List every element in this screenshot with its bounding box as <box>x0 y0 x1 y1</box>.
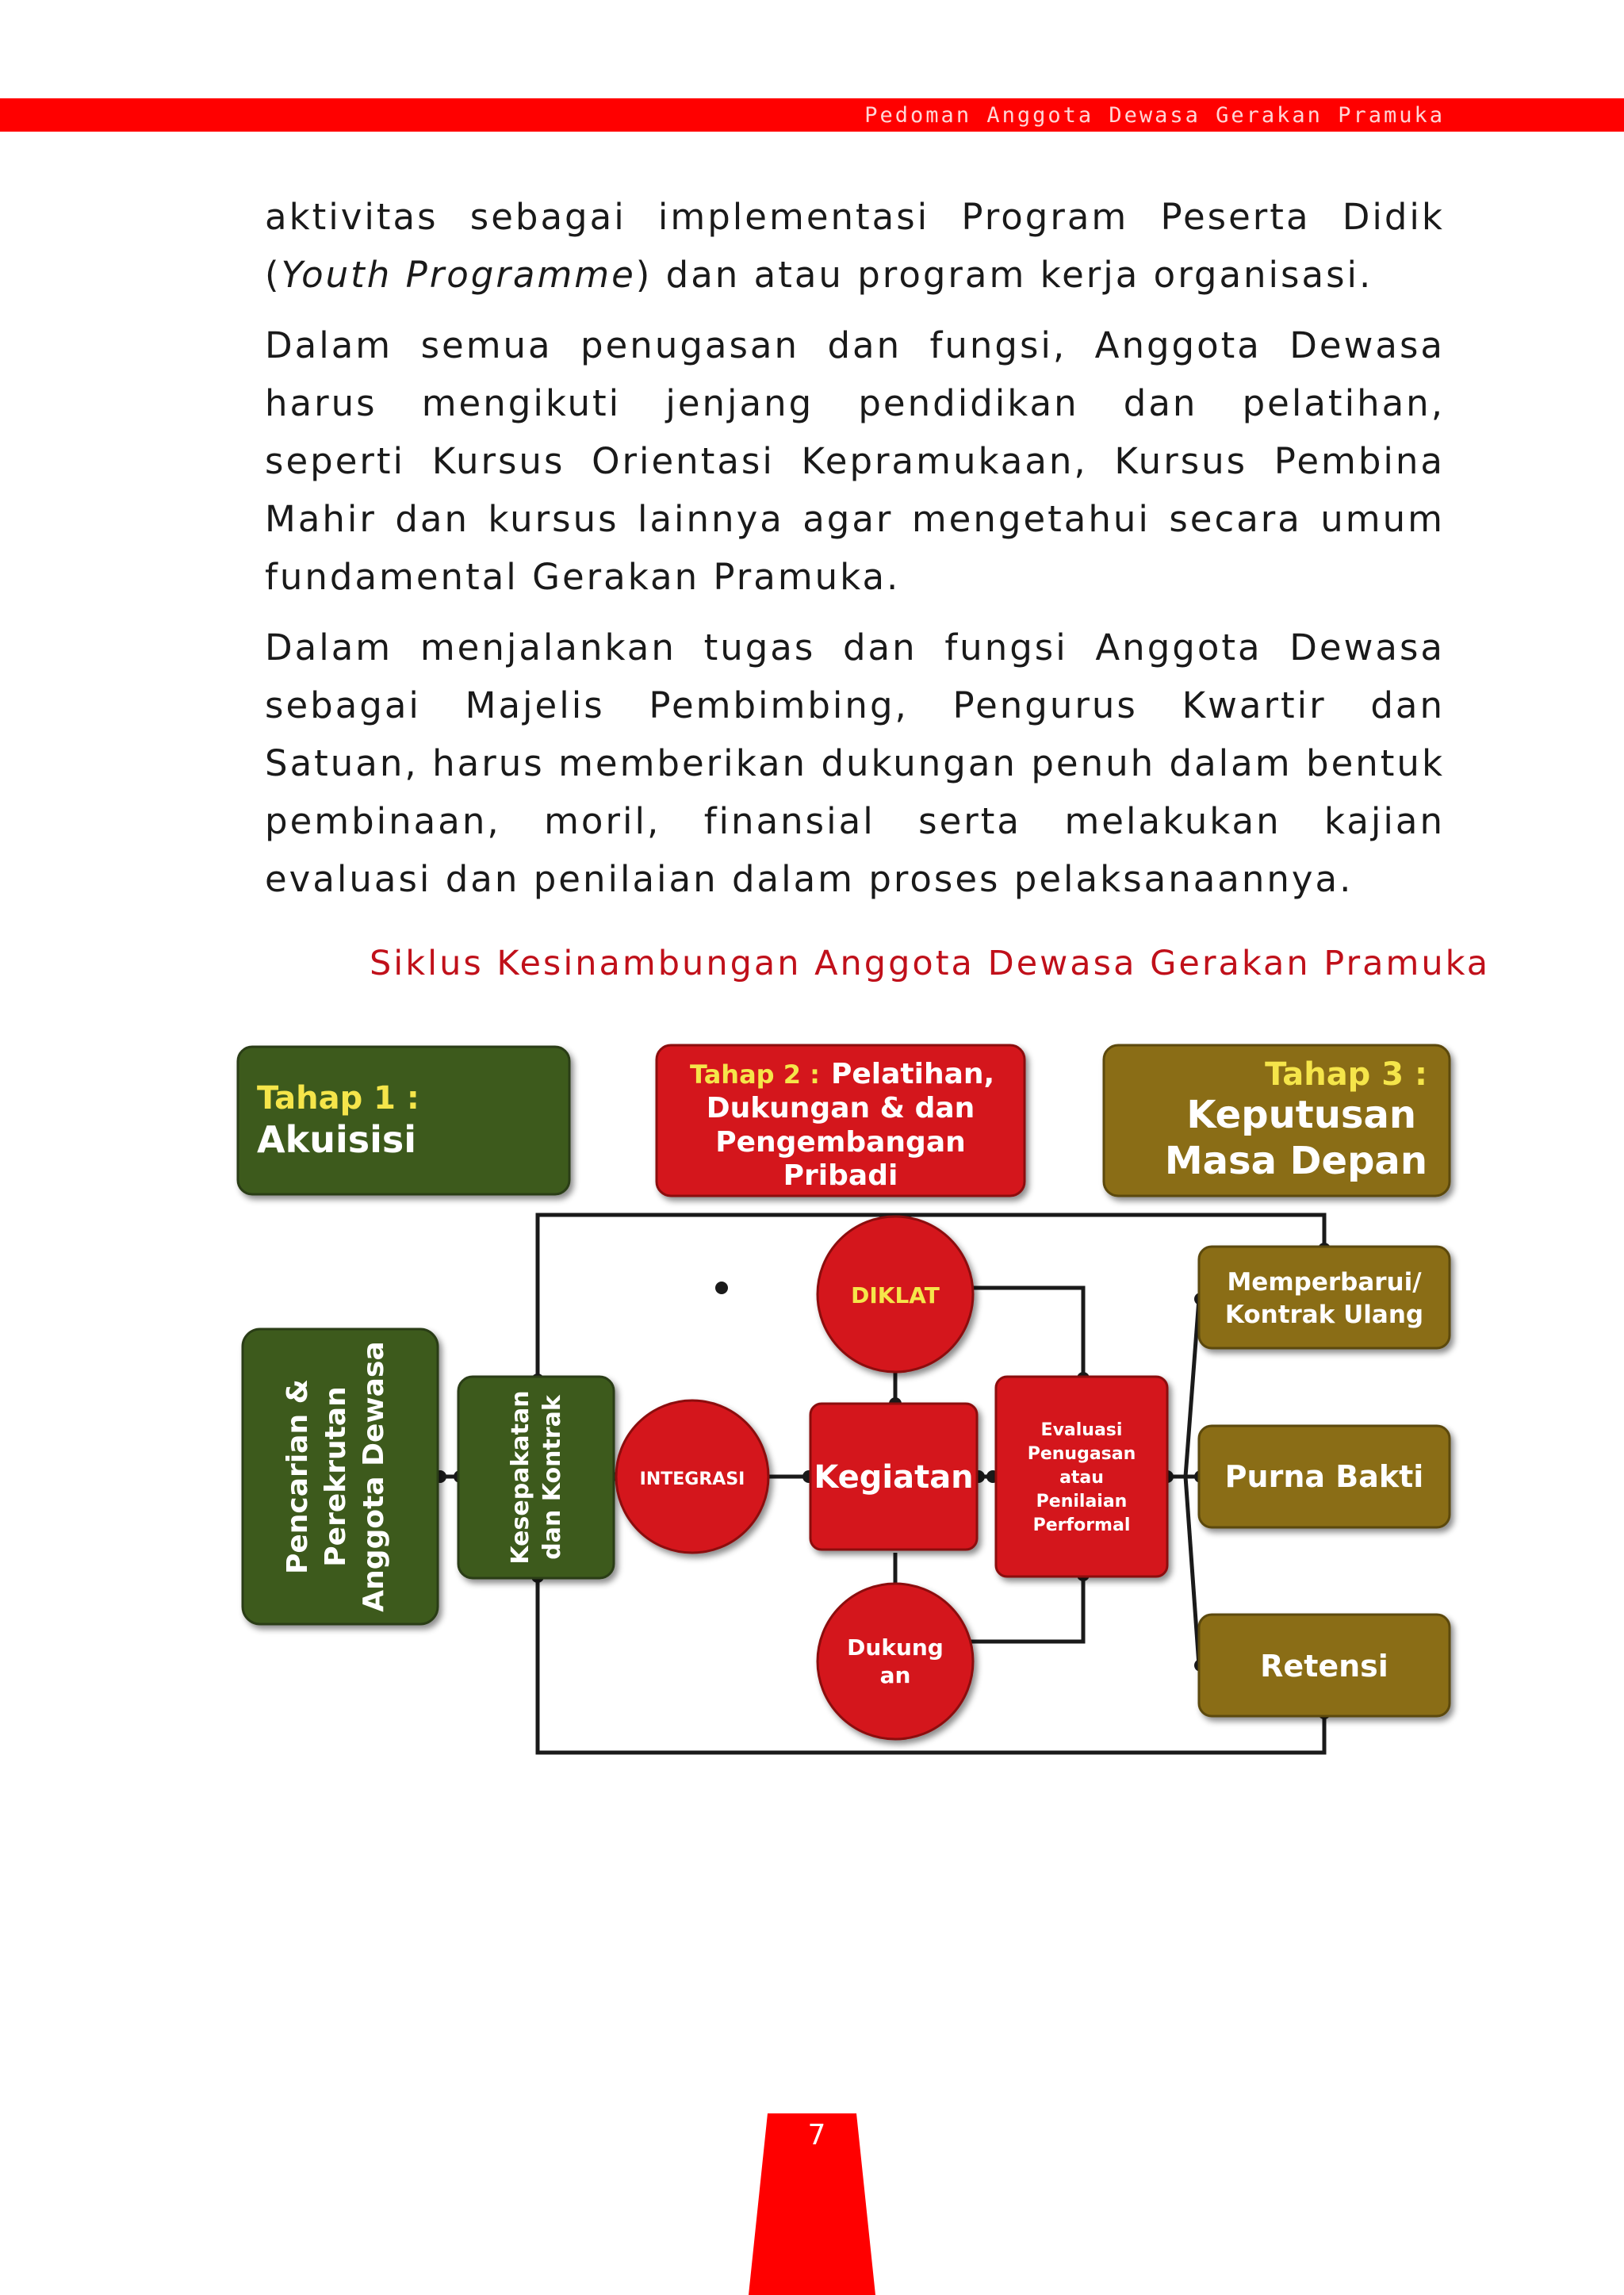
kesepakatan-line-2: dan Kontrak <box>538 1395 566 1560</box>
evaluasi-node <box>996 1377 1167 1577</box>
stage-2-line-1: Pelatihan, <box>831 1058 995 1090</box>
paragraph-1-text-a: aktivitas sebagai implementasi Program Peserta Didik ( <box>265 196 1445 296</box>
header-title: Pedoman Anggota Dewasa Gerakan Pramuka <box>864 103 1445 128</box>
evaluasi-line-5: Performal <box>1032 1515 1131 1535</box>
stage-3-box <box>1104 1045 1450 1196</box>
dukungan-node <box>818 1584 973 1739</box>
pencarian-line-2: Perekrutan <box>320 1386 352 1567</box>
stage-3-prefix: Tahap 3 : <box>1265 1056 1427 1093</box>
evaluasi-line-1: Evaluasi <box>1040 1420 1123 1440</box>
stage-2-prefix: Tahap 2 : <box>690 1059 820 1090</box>
stage-2-line-3: Pengembangan <box>715 1126 966 1159</box>
stage-2-line-2: Dukungan & dan <box>706 1092 975 1125</box>
figure-caption: Siklus Kesinambungan Anggota Dewasa Gerakan Pramuka <box>370 944 1491 983</box>
dukungan-line-1: Dukung <box>847 1634 944 1661</box>
memperbarui-node <box>1199 1247 1450 1348</box>
integrasi-node <box>616 1400 768 1553</box>
dukungan-line-2: an <box>879 1662 911 1688</box>
paragraph-3: Dalam menjalankan tugas dan fungsi Anggota Dewasa sebagai Majelis Pembimbing, Pengurus Kwartir dan Satuan, harus memberikan dukungan penuh dalam bentuk pembinaan, moril, finansial serta melakukan kajian evaluasi dan penilaian dalam proses pelaksanaannya. <box>265 626 1445 900</box>
kesepakatan-line-1: Kesepakatan <box>507 1390 534 1565</box>
stage-1-prefix: Tahap 1 : <box>257 1080 419 1117</box>
paragraph-1 <box>265 188 1445 304</box>
branch-to-retensi-line <box>1185 1477 1199 1665</box>
pencarian-line-1: Pencarian & <box>282 1378 314 1575</box>
body-text <box>265 188 1445 921</box>
branch-to-memperbarui-line <box>1185 1299 1199 1477</box>
stage-1-box <box>238 1047 569 1194</box>
purna-bakti-label: Purna Bakti <box>1224 1459 1424 1494</box>
kesepakatan-node <box>458 1377 614 1578</box>
evaluasi-line-3: atau <box>1059 1468 1104 1488</box>
paragraph-1-italic: Youth Programme <box>281 254 636 296</box>
pencarian-node <box>243 1329 438 1624</box>
integrasi-label: INTEGRASI <box>639 1469 745 1489</box>
retensi-label: Retensi <box>1260 1649 1388 1684</box>
stage-2-box <box>657 1045 1025 1196</box>
cycle-diagram <box>230 1031 1467 1776</box>
stage-1-title: Akuisisi <box>257 1118 417 1161</box>
stage-2-line-4: Pribadi <box>783 1159 898 1192</box>
purna-bakti-node <box>1199 1426 1450 1527</box>
paragraph-2: Dalam semua penugasan dan fungsi, Anggota Dewasa harus mengikuti jenjang pendidikan dan pelatihan, seperti Kursus Orientasi Kepramukaan, Kursus Pembina Mahir dan kursus lainnya agar mengetahui secara umum fundamental Gerakan Pramuka. <box>265 324 1445 598</box>
stage-3-line-2: Masa Depan <box>1164 1139 1427 1183</box>
page-number: 7 <box>807 2119 826 2151</box>
kegiatan-label: Kegiatan <box>814 1459 974 1496</box>
diklat-label: DIKLAT <box>851 1282 940 1308</box>
evaluasi-line-4: Penilaian <box>1036 1492 1128 1511</box>
kegiatan-node <box>810 1404 977 1550</box>
memperbarui-line-2: Kontrak Ulang <box>1224 1301 1424 1329</box>
retensi-node <box>1199 1615 1450 1716</box>
diklat-node <box>818 1216 973 1372</box>
stage-3-line-1: Keputusan <box>1186 1093 1416 1137</box>
memperbarui-line-1: Memperbarui/ <box>1227 1268 1422 1297</box>
paragraph-1-text-b: ) dan atau program kerja organisasi. <box>635 254 1373 296</box>
pencarian-line-3: Anggota Dewasa <box>358 1341 390 1612</box>
evaluasi-line-2: Penugasan <box>1027 1444 1136 1464</box>
